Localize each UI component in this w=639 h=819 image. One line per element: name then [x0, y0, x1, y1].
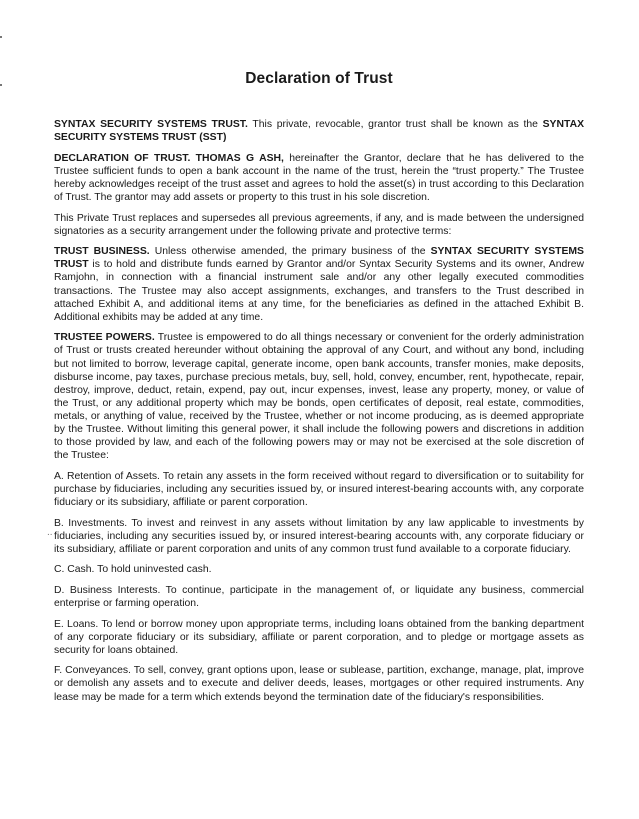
paragraph-text: D. Business Interests. To continue, participate in the management of, or liquidate any business, commercial enterprise or farming operation.: [54, 584, 584, 609]
scan-edge-mark: [0, 84, 2, 86]
document-title: Declaration of Trust: [245, 70, 393, 87]
paragraph-loans: [54, 618, 584, 657]
paragraph-bold-text: SYNTAX SECURITY SYSTEMS TRUST (SST): [54, 119, 584, 144]
paragraph-text: Unless otherwise amended, the primary business of the: [149, 246, 431, 258]
paragraph-text: Trustee is empowered to do all things necessary or convenient for the orderly administration of Trust or trusts created hereunder without obtaining the approval of any Court, and without any bond, including but not limited to borrow, leverage capital, generate income, open bank accounts, transfer monies, make deposits, disburse income, pay taxes, purchase precious metals, buy, sell, hold, convey, encumber, rent, hypothecate, repair, destroy, improve, deduct, retain, expend, pay out, incur expenses, invest, lease any property, money, or value of the Trust, or any additional property which may be bonds, open certificates of deposit, real estate, commodities, metals, or anything of value, received by the Trustee, whether or not income producing, as is deemed appropriate by the Trustee. Without limiting this general power, it shall include the following powers and discretions in addition to those provided by law, and each of the following powers may or may not be exercised at the sole discretion of the Trustee:: [54, 332, 584, 462]
paragraph-conveyances: [54, 664, 584, 703]
paragraph-investments: [54, 517, 584, 556]
paragraph-text: E. Loans. To lend or borrow money upon appropriate terms, including loans obtained from the banking department of any corporate fiduciary or its subsidiary, affiliate or parent corporation, and to pledge or mortgage assets as security for loans obtained.: [54, 618, 584, 656]
paragraph-cash: [54, 563, 584, 576]
paragraph-retention-of-assets: [54, 470, 584, 509]
paragraph-heading: TRUST BUSINESS.: [54, 246, 150, 258]
paragraph-bold-text: SYNTAX SECURITY SYSTEMS TRUST: [54, 246, 584, 271]
paragraph-heading: SYNTAX SECURITY SYSTEMS TRUST.: [54, 119, 248, 130]
paragraph-heading: TRUSTEE POWERS.: [54, 332, 155, 344]
paragraph-text: A. Retention of Assets. To retain any assets in the form received without regard to diversification or to suitability for purchase by fiduciaries, including any securities issued by, or insured interest-bearing accounts with, any corporate fiduciary or its subsidiary, affiliate or parent corporation.: [54, 470, 584, 508]
paragraph-heading: DECLARATION OF TRUST. THOMAS G ASH,: [54, 152, 284, 164]
paragraph-text: hereinafter the Grantor, declare that he has delivered to the Trustee sufficient funds to open a bank account in the name of the trust, herein the “trust property.” The Trustee hereby acknowledges receipt of the trust asset and agrees to hold the asset(s) in trust according to this Declaration of Trust. The grantor may add assets or property to this trust in his sole discretion.: [54, 152, 584, 203]
paragraph-supersedes: [54, 212, 584, 238]
paragraph-trust-name: [54, 118, 584, 144]
paragraph-business-interests: [54, 584, 584, 610]
paragraph-text: C. Cash. To hold uninvested cash.: [54, 564, 212, 576]
stray-mark: ..: [47, 527, 53, 538]
paragraph-text: is to hold and distribute funds earned by Grantor and/or Syntax Security Systems and its owner, Andrew Ramjohn, in connection with a financial instrument sale and/or any other legally executed commodities transactions. The Trustee may also accept assignments, exchanges, and transfers to the Trust described in attached Exhibit A, and additional items at any time, for the beneficiaries as defined in the attached Exhibit B. Additional exhibits may be added at any time.: [54, 259, 584, 323]
paragraph-text: This private, revocable, grantor trust shall be known as the: [247, 119, 543, 130]
paragraph-declaration: [54, 152, 584, 204]
document-page: [54, 70, 584, 711]
paragraph-text: This Private Trust replaces and supersedes all previous agreements, if any, and is made between the undersigned signatories as a security arrangement under the following private and protective terms:: [54, 212, 584, 237]
paragraph-text: F. Conveyances. To sell, convey, grant options upon, lease or sublease, partition, exchange, manage, plat, improve or demolish any assets and to execute and deliver deeds, leases, mortgages or other required instruments. Any lease may be made for a term which extends beyond the termination date of the fiduciary's responsibilities.: [54, 665, 584, 703]
scan-edge-mark: [0, 36, 2, 38]
paragraph-trust-business: [54, 245, 584, 324]
paragraph-text: B. Investments. To invest and reinvest in any assets without limitation by any law applicable to investments by fiduciaries, including any securities issued by, or insured interest-bearing accounts with, any corporate fiduciary or its subsidiary, affiliate or parent corporation and units of any common trust fund available to a corporate fiduciary.: [54, 517, 584, 555]
paragraph-trustee-powers: [54, 331, 584, 462]
